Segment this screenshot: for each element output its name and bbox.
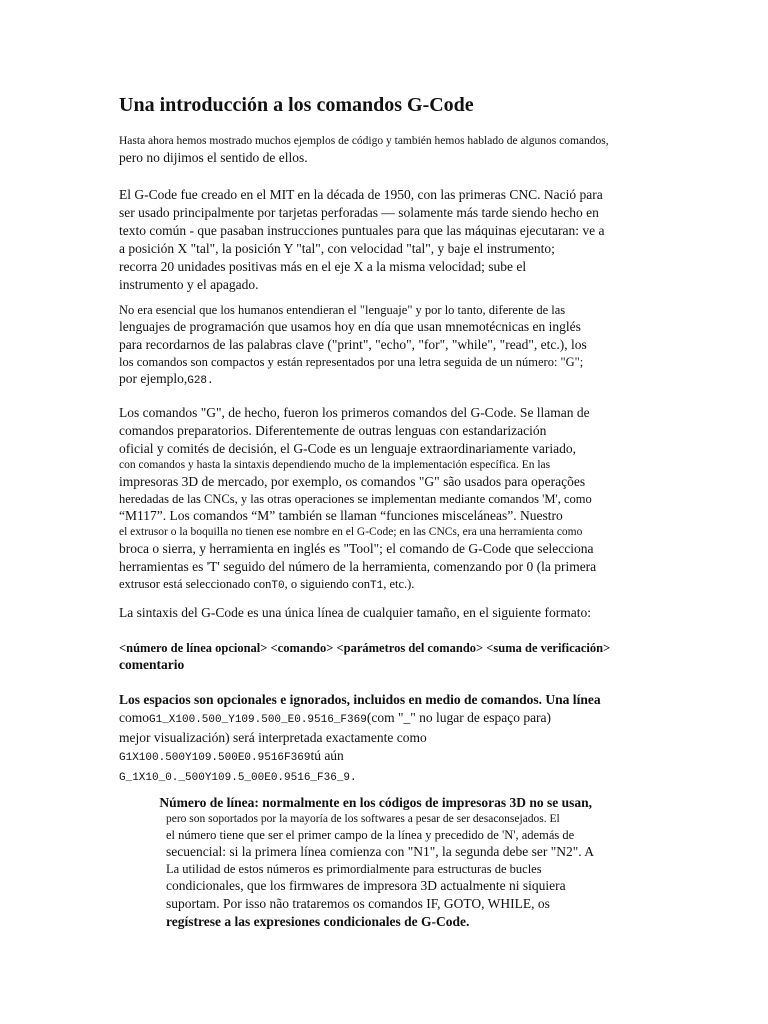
text-line: herramientas es 'T' seguido del número de la herramienta, comenzando por 0 (la primera [119,559,597,574]
text-line: los comandos son compactos y están representados por una letra seguida de un número: "G"; [119,355,584,369]
text-fragment: tú aún [310,748,344,763]
syntax-format [119,640,679,674]
text-line: ser usado principalmente por tarjetas perforadas — solamente más tarde siendo hecho en [119,205,599,220]
page-title: Una introducción a los comandos G-Code [119,94,474,116]
text-line: comandos preparatorios. Diferentemente de outras lenguas con estandarización [119,423,547,438]
text-line: pero son soportados por la mayoría de los softwares a pesar de ser desaconsejados. El [166,813,560,825]
text-line: el número tiene que ser el primer campo de la línea y precedido de 'N', además de [166,828,575,842]
bullet-item [145,794,665,931]
text-line: broca o sierra, y herramienta en inglés es "Tool"; el comando de G-Code que selecciona [119,541,594,556]
text-line: pero no dijimos el sentido de ellos. [119,150,308,165]
text-fragment: extrusor está seleccionado con [119,577,272,591]
intro-paragraph [119,134,679,167]
inline-code: G28. [187,375,214,387]
text-fragment: (com "_" no lugar de espaço para) [366,710,552,725]
history-paragraph [119,186,679,294]
text-line: el extrusor o la boquilla no tienen ese nombre en el G-Code; en las CNCs, era una herramienta como [119,526,583,538]
inline-code: T0 [271,580,285,592]
text-line: oficial y comités de decisión, el G-Code es un lenguaje extraordinariamente variado, [119,441,576,456]
text-fragment: , etc.). [383,577,415,591]
text-line: Los comandos "G", de hecho, fueron los primeros comandos del G-Code. Se llaman de [119,405,590,420]
text-line: mejor visualización) será interpretada exactamente como [119,730,427,745]
language-paragraph [119,302,679,390]
text-line: impresoras 3D de mercado, por exemplo, os comandos "G" são usados para operações [119,474,586,489]
text-fragment: Número de línea: normalmente en los códigos de impresoras 3D no se usan, [159,795,592,810]
text-line: Hasta ahora hemos mostrado muchos ejemplos de código y también hemos hablado de algunos comandos, [119,135,609,147]
text-line: instrumento y el apagado. [119,277,259,292]
inline-code: G1_X100.500_Y109.500_E0.9516_F369 [149,714,367,726]
text-line: secuencial: si la primera línea comienza con "N1", la segunda debe ser "N2". A [166,844,595,859]
text-line [119,370,679,390]
text-line: <número de línea opcional> <comando> <parámetros del comando> <suma de verificación> [119,641,611,655]
text-line: suportam. Por isso não trataremos os comandos IF, GOTO, WHILE, os [166,896,550,911]
text-line: condicionales, que los firmwares de impresora 3D actualmente ni siquiera [166,878,566,893]
text-line: a posición X "tal", la posición Y "tal", con velocidad "tal", y baje el instrumento; [119,241,555,256]
text-fragment: , o siguiendo con [284,577,370,591]
text-line: Los espacios son opcionales e ignorados, incluidos en medio de comandos. Una línea [119,692,601,707]
inline-code: G_1X10_0._500Y109.5_00E0.9516_F36_9. [119,772,357,784]
syntax-paragraph [119,604,679,622]
text-fragment: por ejemplo, [119,371,188,386]
spaces-paragraph [119,691,679,787]
text-line: texto común - que pasaban instrucciones puntuales para que las máquinas ejecutaran: ve a [119,223,605,238]
text-line [119,709,679,729]
text-line: regístrese a las expresiones condicionales de G-Code. [166,914,470,929]
text-line: La utilidad de estos números es primordialmente para estructuras de bucles [166,862,542,876]
text-line [119,767,679,787]
bullet-body [145,812,665,931]
inline-code: G1X100.500Y109.500E0.9516F369 [119,752,311,764]
text-line [119,576,679,594]
text-line [119,747,679,767]
text-line: El G-Code fue creado en el MIT en la década de 1950, con las primeras CNC. Nació para [119,187,603,202]
text-line: lenguajes de programación que usamos hoy en día que usan mnemotécnicas en inglés [119,319,581,334]
text-line: con comandos y hasta la sintaxis dependiendo mucho de la implementación específica. En las [119,459,551,471]
inline-code: T1 [370,580,384,592]
text-line: heredadas de las CNCs, y las otras operaciones se implementan mediante comandos 'M', como [119,492,592,506]
text-line: No era esencial que los humanos entendieran el "lenguaje" y por lo tanto, diferente de las [119,303,566,317]
text-line: recorra 20 unidades positivas más en el eje X a la misma velocidad; sube el [119,259,527,274]
g-commands-paragraph [119,404,679,594]
text-line [145,794,665,812]
text-fragment: como [119,710,149,725]
text-line: comentario [119,657,185,672]
text-line: La sintaxis del G-Code es una única línea de cualquier tamaño, en el siguiente formato: [119,605,591,620]
text-line: “M117”. Los comandos “M” también se llaman “funciones misceláneas”. Nuestro [119,508,563,523]
text-line: para recordarnos de las palabras clave ("print", "echo", "for", "while", "read", etc.), los [119,337,587,352]
